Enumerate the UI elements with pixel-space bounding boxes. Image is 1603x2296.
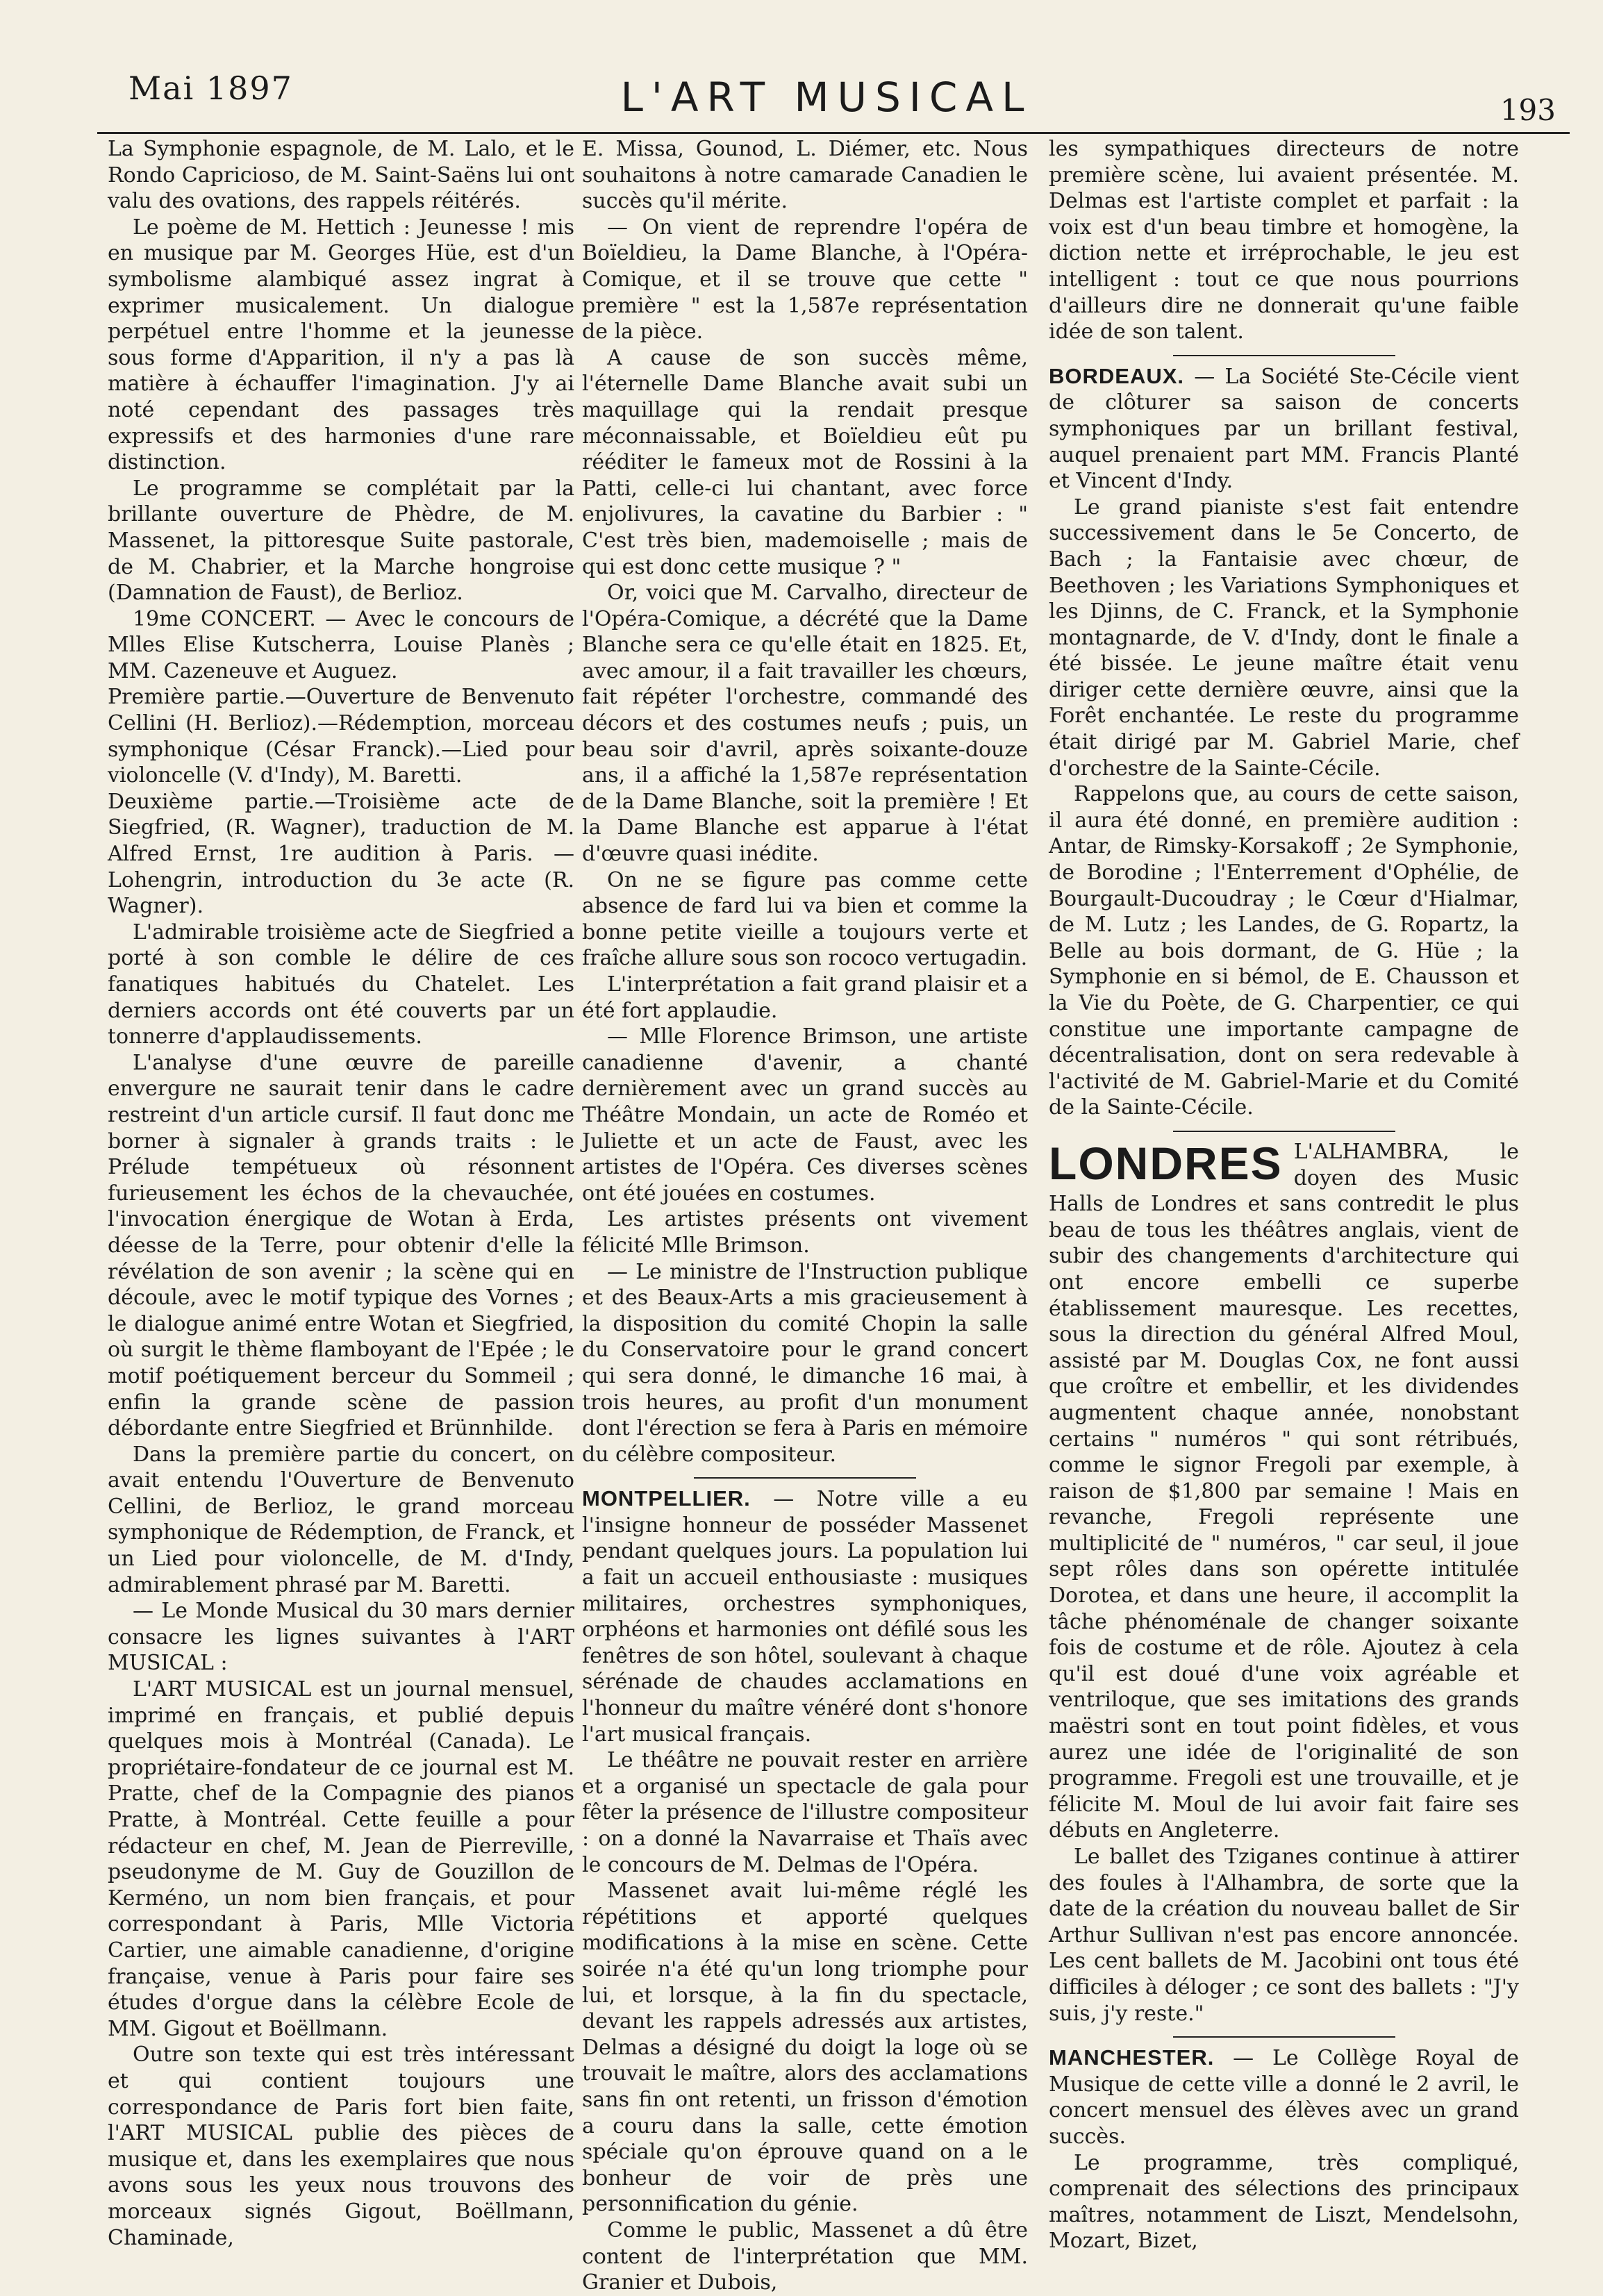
header-rule [97, 132, 1570, 134]
paragraph: Première partie.—Ouverture de Benvenuto Cellini (H. Berlioz).—Rédemption, morceau symphonique (César Franck).—Lied pour violoncelle (V. d'Indy), M. Baretti. [108, 685, 574, 788]
paragraph: Le programme, très compliqué, comprenait des sélections des principaux maîtres, notamment de Liszt, Mendelsohn, Mozart, Bizet, [1049, 2150, 1519, 2254]
paragraph [1049, 363, 1519, 494]
column-2 [582, 136, 1028, 2295]
paragraph: L'admirable troisième acte de Siegfried a porté à son comble le délire de ces fanatiques habitués du Chatelet. Les derniers accords ont été couverts par un tonnerre d'applaudissements. [108, 920, 574, 1049]
paragraph: Le poème de M. Hettich : Jeunesse ! mis en musique par M. Georges Hüe, est d'un symbolisme alambiqué assez ingrat à exprimer musicalement. Un dialogue perpétuel entre l'homme et la jeunesse sous forme d'Apparition, il n'y a pas là matière à échauffer l'imagination. J'y ai noté cependant des passages très expressifs et des harmonies d'une rare distinction. [108, 215, 574, 475]
paragraph: L'interprétation a fait grand plaisir et a été fort applaudie. [582, 972, 1028, 1023]
column-1 [108, 136, 574, 2250]
issue-date: Mai 1897 [128, 69, 293, 107]
paragraph: A cause de son succès même, l'éternelle Dame Blanche avait subi un maquillage qui la rendait presque méconnaissable, et Boïeldieu eût pu rééditer le fameux mot de Rossini à la Patti, celle-ci lui chantant, avec force enjolivures, la cavatine du Barbier : " C'est très bien, mademoiselle ; mais de qui est donc cette musique ? " [582, 345, 1028, 579]
journal-title: L'ART MUSICAL [620, 74, 1033, 121]
paragraph: L'ART MUSICAL est un journal mensuel, imprimé en français, et publié depuis quelques mois à Montréal (Canada). Le propriétaire-fondateur de ce journal est M. Pratte, chef de la Compagnie des pianos Pratte, à Montréal. Cette feuille a pour rédacteur en chef, M. Jean de Pierreville, pseudonyme de M. Guy de Gouzillon de Kerméno, un nom bien français, et pour correspondant à Paris, Mlle Victoria Cartier, une aimable canadienne, d'origine française, venue à Paris pour faire ses études d'orgue dans la célèbre Ecole de MM. Gigout et Boëllmann. [108, 1677, 574, 2041]
paragraph: Outre son texte qui est très intéressant et qui contient toujours une correspondance de Paris fort bien faite, l'ART MUSICAL publie des pièces de musique et, dans les exemplaires que nous avons sous les yeux nous trouvons des morceaux signés Gigout, Boëllmann, Chaminade, [108, 2043, 574, 2250]
paragraph: Comme le public, Massenet a dû être content de l'interprétation que MM. Granier et Dubois, [582, 2218, 1028, 2295]
paragraph [582, 1486, 1028, 1747]
paragraph: Rappelons que, au cours de cette saison, il aura été donné, en première audition : Antar, de Rimsky-Korsakoff ; 2e Symphonie, de Borodine ; l'Enterrement d'Ophélie, de Bourgault-Ducoudray ; le Cœur d'Hialmar, de M. Lutz ; les Landes, de G. Ropartz, la Belle au bois dormant, de G. Hüe ; la Symphonie en si bémol, de E. Chausson et la Vie du Poète, de G. Charpentier, ce qui constitue une importante campagne de décentralisation, dont on sera redevable à l'activité de M. Gabriel-Marie et du Comité de la Sainte-Cécile. [1049, 782, 1519, 1120]
paragraph: On ne se figure pas comme cette absence de fard lui va bien et comme la bonne petite vieille a toujours verte et fraîche allure sous son rococo vertugadin. [582, 867, 1028, 971]
city-heading-manchester: MANCHESTER. [1049, 2045, 1215, 2070]
section-divider [1173, 355, 1395, 356]
paragraph: les sympathiques directeurs de notre première scène, lui avaient présentée. M. Delmas est l'artiste complet et parfait : la voix est d'un beau timbre et homogène, la diction nette et irréprochable, le jeu est intelligent : tout ce que nous pourrions d'ailleurs dire ne donnerait qu'une faible idée de son talent. [1049, 137, 1519, 344]
paragraph [1049, 1139, 1519, 1844]
paragraph: Deuxième partie.—Troisième acte de Siegfried, (R. Wagner), traduction de M. Alfred Ernst, 1re audition à Paris. — Lohengrin, introduction du 3e acte (R. Wagner). [108, 789, 574, 919]
city-heading-londres: LONDRES [1049, 1137, 1283, 1189]
paragraph: — Le ministre de l'Instruction publique et des Beaux-Arts a mis gracieusement à la disposition du comité Chopin la salle du Conservatoire pour le grand concert qui sera donné, le dimanche 16 mai, à trois heures, au profit d'un monument dont l'érection se fera à Paris en mémoire du célèbre compositeur. [582, 1259, 1028, 1467]
page-number: 193 [1500, 93, 1556, 127]
paragraph-text: — Le Collège Royal de Musique de cette ville a donné le 2 avril, le concert mensuel des élèves avec un grand succès. [1049, 2046, 1519, 2149]
paragraph: Dans la première partie du concert, on avait entendu l'Ouverture de Benvenuto Cellini, de Berlioz, le grand morceau symphonique de Rédemption, de Franck, et un Lied pour violoncelle, de M. d'Indy, admirablement phrasé par M. Baretti. [108, 1442, 574, 1597]
section-divider [694, 1477, 916, 1479]
paragraph: Le ballet des Tziganes continue à attirer des foules à l'Alhambra, de sorte que la date de la création du nouveau ballet de Sir Arthur Sullivan n'est pas encore annoncée. Les cent ballets de M. Jacobini ont tous été difficiles à déloger ; ce sont des ballets : "J'y suis, j'y reste." [1049, 1845, 1519, 2026]
paragraph: Les artistes présents ont vivement félicité Mlle Brimson. [582, 1207, 1028, 1258]
paragraph-text: — La Société Ste-Cécile vient de clôturer sa saison de concerts symphoniques par un brillant festival, auquel prenaient part MM. Francis Planté et Vincent d'Indy. [1049, 364, 1519, 494]
paragraph [1049, 2045, 1519, 2149]
column-3 [1049, 136, 1519, 2254]
city-heading-montpellier: MONTPELLIER. [582, 1486, 751, 1511]
paragraph: L'analyse d'une œuvre de pareille envergure ne saurait tenir dans le cadre restreint d'un article cursif. Il faut donc me borner à signaler à grands traits : le Prélude tempétueux où résonnent furieusement les échos de la chevauchée, l'invocation énergique de Wotan à Erda, déesse de la Terre, pour obtenir d'elle la révélation de son avenir ; la scène qui en découle, avec le motif typique des Vornes ; le dialogue animé entre Wotan et Siegfried, où surgit le thème flamboyant de l'Epée ; le motif poétiquement berceur du Sommeil ; enfin la grande scène de passion débordante entre Siegfried et Brünnhilde. [108, 1050, 574, 1441]
paragraph: Le grand pianiste s'est fait entendre successivement dans le 5e Concerto, de Bach ; la Fantaisie avec chœur, de Beethoven ; les Variations Symphoniques et les Djinns, de C. Franck, et la Symphonie montagnarde, de V. d'Indy, dont le finale a été bissée. Le jeune maître était venu diriger cette dernière œuvre, ainsi que la Forêt enchantée. Le reste du programme était dirigé par M. Gabriel Marie, chef d'orchestre de la Sainte-Cécile. [1049, 494, 1519, 781]
paragraph: — Le Monde Musical du 30 mars dernier consacre les lignes suivantes à l'ART MUSICAL : [108, 1599, 574, 1676]
paragraph-text: L'ALHAMBRA, le doyen des Music Halls de Londres et sans contredit le plus beau de tous les théâtres anglais, vient de subir des changements d'architecture qui ont encore embelli ce superbe établissement mauresque. Les recettes, sous la direction du général Alfred Moul, assisté par M. Douglas Cox, ne font aussi que croître et embellir, et les dividendes augmentent chaque année, nonobstant certains " numéros " qui sont rétribués, comme le signor Fregoli par exemple, à raison de $1,800 par semaine ! Mais en revanche, Fregoli représente une multiplicité de " numéros, " car seul, il joue sept rôles dans son opérette intitulée Dorotea, et dans une heure, il accomplit la tâche phénoménale de changer soixante fois de costume et de rôle. Ajoutez à cela qu'il est doué d'une voix agréable et ventriloque, que ses imitations des grands maëstri sont en tout point fidèles, et vous aurez une idée de l'originalité de son programme. Fregoli est une trouvaille, et je félicite M. Moul de lui avoir fait faire ses débuts en Angleterre. [1049, 1139, 1519, 1843]
paragraph: Le programme se complétait par la brillante ouverture de Phèdre, de M. Massenet, la pittoresque Suite pastorale, de M. Chabrier, et la Marche hongroise (Damnation de Faust), de Berlioz. [108, 476, 574, 606]
paragraph: Or, voici que M. Carvalho, directeur de l'Opéra-Comique, a décrété que la Dame Blanche sera ce qu'elle était en 1825. Et, avec amour, il a fait travailler les chœurs, fait répéter l'orchestre, commandé des décors et des costumes neufs ; puis, un beau soir d'avril, après soixante-douze ans, il a affiché la 1,587e représentation de la Dame Blanche, soit la première ! Et la Dame Blanche est apparue à l'état d'œuvre quasi inédite. [582, 581, 1028, 867]
city-heading-bordeaux: BORDEAUX. [1049, 363, 1185, 388]
paragraph: — On vient de reprendre l'opéra de Boïeldieu, la Dame Blanche, à l'Opéra-Comique, et il se trouve que cette " première " est la 1,587e représentation de la pièce. [582, 215, 1028, 344]
paragraph: Le théâtre ne pouvait rester en arrière et a organisé un spectacle de gala pour fêter la présence de l'illustre compositeur : on a donné la Navarraise et Thaïs avec le concours de M. Delmas de l'Opéra. [582, 1748, 1028, 1877]
paragraph: — Mlle Florence Brimson, une artiste canadienne d'avenir, a chanté dernièrement avec un grand succès au Théâtre Mondain, un acte de Roméo et Juliette et un acte de Faust, avec les artistes de l'Opéra. Ces diverses scènes ont été jouées en costumes. [582, 1024, 1028, 1206]
page-header [90, 63, 1563, 125]
paragraph: La Symphonie espagnole, de M. Lalo, et le Rondo Capricioso, de M. Saint-Saëns lui ont valu des ovations, des rappels réitérés. [108, 137, 574, 214]
section-divider [1173, 1131, 1395, 1132]
paragraph-text: — Notre ville a eu l'insigne honneur de posséder Massenet pendant quelques jours. La population lui a fait un accueil enthousiaste : musiques militaires, orchestres symphoniques, orphéons et harmonies ont défilé sous les fenêtres de son hôtel, soulevant à chaque sérénade de chaudes acclamations en l'honneur du maître vénéré dont s'honore l'art musical français. [582, 1487, 1028, 1747]
paragraph: 19me CONCERT. — Avec le concours de Mlles Elise Kutscherra, Louise Planès ; MM. Cazeneuve et Auguez. [108, 606, 574, 683]
paragraph: E. Missa, Gounod, L. Diémer, etc. Nous souhaitons à notre camarade Canadien le succès qu'il mérite. [582, 137, 1028, 214]
paragraph: Massenet avait lui-même réglé les répétitions et apporté quelques modifications à la mise en scène. Cette soirée n'a été qu'un long triomphe pour lui, et lorsque, à la fin du spectacle, devant les rappels adressés aux artistes, Delmas a désigné du doigt la loge où se trouvait le maître, alors des acclamations sans fin ont retenti, un frisson d'émotion a couru dans la salle, cette émotion spéciale qu'on éprouve quand on a le bonheur de voir de près une personnification du génie. [582, 1879, 1028, 2217]
section-divider [1173, 2036, 1395, 2038]
